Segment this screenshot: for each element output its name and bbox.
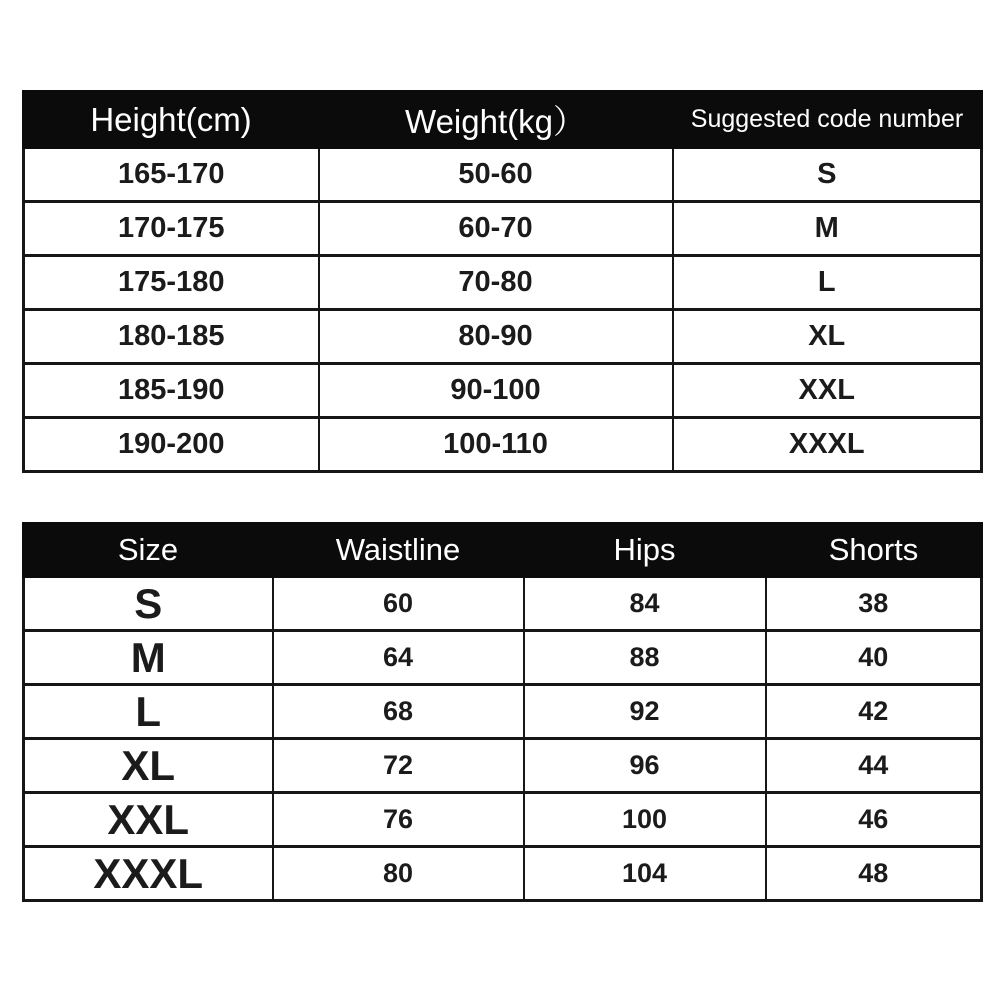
table-cell: 100-110: [319, 418, 673, 472]
col-header-size: Size: [24, 524, 273, 577]
table-row: [24, 739, 982, 793]
table-cell: 185-190: [24, 364, 319, 418]
table-cell: 48: [766, 847, 982, 901]
table-row: [24, 847, 982, 901]
col-header-shorts: Shorts: [766, 524, 982, 577]
col-header-waistline: Waistline: [273, 524, 524, 577]
table-header-row: [24, 92, 982, 148]
table-row: [24, 631, 982, 685]
table-cell: 180-185: [24, 310, 319, 364]
table-row: [24, 793, 982, 847]
table-row: [24, 310, 982, 364]
table-cell: 68: [273, 685, 524, 739]
size-label-cell: L: [24, 685, 273, 739]
table-cell: 88: [524, 631, 766, 685]
table-header-row: [24, 524, 982, 577]
size-label-cell: M: [24, 631, 273, 685]
table-cell: XL: [673, 310, 982, 364]
table-cell: L: [673, 256, 982, 310]
table-cell: 104: [524, 847, 766, 901]
table-cell: 46: [766, 793, 982, 847]
table-cell: 92: [524, 685, 766, 739]
table-cell: 42: [766, 685, 982, 739]
size-label-cell: XXXL: [24, 847, 273, 901]
table-row: [24, 256, 982, 310]
table-row: [24, 685, 982, 739]
table-row: [24, 364, 982, 418]
table-cell: 175-180: [24, 256, 319, 310]
table-cell: 72: [273, 739, 524, 793]
col-header-hips: Hips: [524, 524, 766, 577]
table-cell: S: [673, 148, 982, 202]
table-cell: 60-70: [319, 202, 673, 256]
table-cell: 80-90: [319, 310, 673, 364]
table-cell: 40: [766, 631, 982, 685]
table-cell: 70-80: [319, 256, 673, 310]
col-header-weight: Weight(kg）: [319, 92, 673, 148]
table-cell: 64: [273, 631, 524, 685]
table-cell: 90-100: [319, 364, 673, 418]
table-cell: 190-200: [24, 418, 319, 472]
table-cell: 170-175: [24, 202, 319, 256]
table-cell: 80: [273, 847, 524, 901]
col-header-height: Height(cm): [24, 92, 319, 148]
table-row: [24, 418, 982, 472]
table-cell: 44: [766, 739, 982, 793]
col-header-suggested-code: Suggested code number: [673, 92, 982, 148]
size-label-cell: XXL: [24, 793, 273, 847]
height-weight-size-table: [22, 90, 983, 473]
table-cell: 60: [273, 577, 524, 631]
table-cell: 100: [524, 793, 766, 847]
size-label-cell: XL: [24, 739, 273, 793]
size-label-cell: S: [24, 577, 273, 631]
table-row: [24, 148, 982, 202]
table-cell: 84: [524, 577, 766, 631]
size-measurements-table: [22, 522, 983, 902]
table-cell: 50-60: [319, 148, 673, 202]
table-cell: XXL: [673, 364, 982, 418]
table-cell: XXXL: [673, 418, 982, 472]
table-row: [24, 577, 982, 631]
table-cell: 38: [766, 577, 982, 631]
table-row: [24, 202, 982, 256]
table-cell: M: [673, 202, 982, 256]
table-cell: 76: [273, 793, 524, 847]
table-cell: 96: [524, 739, 766, 793]
table-cell: 165-170: [24, 148, 319, 202]
